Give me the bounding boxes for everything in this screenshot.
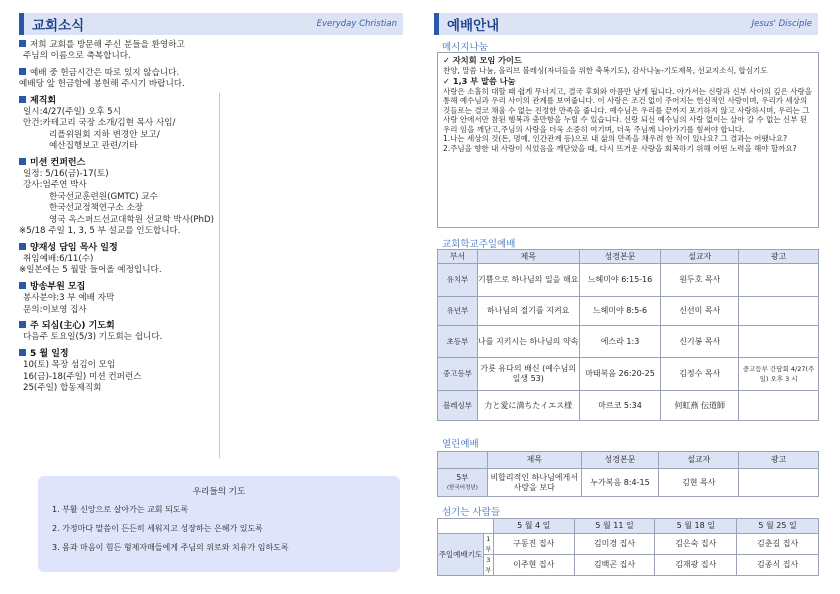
mission-line: 영국 옥스퍼드선교대학원 선교학 박사(PhD) [49, 214, 214, 225]
welcome-block [19, 40, 379, 63]
mission-block [19, 158, 379, 238]
cell-preacher: 신기봉 목사 [661, 326, 739, 358]
lordsday-block [19, 321, 379, 344]
mission-line: 한국선교훈련원(GMTC) 교수 [49, 191, 158, 202]
mission-line: 한국선교정책연구소 소장 [49, 203, 144, 214]
cell-text: 느헤미야 8:5-6 [579, 297, 661, 326]
steering-line: 일시:4/27(주일) 오후 5시 [23, 107, 121, 118]
installation-heading: 양재성 담임 목사 일정 [30, 242, 118, 253]
question-2: 2.주님을 향한 내 사랑이 식었음을 깨닫았을 때, 다시 뜨거운 사랑을 회복하기 위해 어떤 노력을 해야 할까요? [443, 143, 797, 153]
cell-title: 비합리적인 하나님에게서 사랑을 보다 [487, 469, 581, 497]
col-header: 설교자 [661, 250, 739, 264]
col-header: 성경본문 [579, 250, 661, 264]
col-header: 광고 [739, 250, 819, 264]
cell-dept: 중고등부 [438, 358, 478, 391]
cell-text: 마태복음 26:20-25 [579, 358, 661, 391]
col-header: 제목 [487, 452, 581, 469]
col-header: 부서 [438, 250, 478, 264]
cell-title: 나를 지키시는 하나님의 약속 [477, 326, 579, 358]
cell-ad [739, 297, 819, 326]
installation-line: 취임예배:6/11(수) [23, 253, 94, 264]
cell-title: 力と愛に満ちたイエス様 [477, 391, 579, 421]
guide-heading: 자치회 모임 가이드 [452, 55, 522, 65]
share-heading: 1,3 부 말씀 나눔 [452, 76, 516, 86]
bullet-icon [19, 243, 26, 250]
cell-text: 느헤미야 6:15-16 [579, 264, 661, 297]
bullet-icon [19, 349, 26, 356]
dept-sub: (한국어정년) [447, 484, 478, 491]
cell-dept [438, 469, 488, 497]
share-text: 사랑은 소홀히 대할 때 쉽게 무너지고, 결국 후회와 아픔만 남게 됩니다. 아가서는 신랑과 신부 사이의 깊은 사랑을 통해 예수님과 우리 사이의 관계를 보여줍니다. 이 사랑은 조건 없이 주어지는 헌신적인 사랑이며, 우리가 세상의 것들로는 결코 채울 수 없는 진정한 만족을 줍니다. 예수님은 우리를 끝까지 포기하지 않고 사랑하시며, 우리는 그 사랑 안에서만 참된 행복과 충만함을 누릴 수 있습니다. 신랑 되신 예수님의 사랑 없이는 살아 갈 수 없는 신부 된 우리 임을 깨닫고,주님의 사랑을 더욱 소중히 여기며, 더욱 주님께 나아가기를 힘써야 합니다. [443, 86, 812, 134]
steering-block [19, 96, 379, 153]
mission-heading: 미션 컨퍼런스 [30, 157, 86, 168]
divider [219, 93, 220, 458]
cell-name: 김재광 집사 [655, 555, 737, 576]
cell-ad [739, 326, 819, 358]
col-header-blank [438, 519, 494, 534]
cell-preacher: 何虹燕 伝道師 [661, 391, 739, 421]
cell-text: 에스라 1:3 [579, 326, 661, 358]
may-line: 10(토) 목장 섬김이 모임 [23, 360, 116, 371]
cell-text: 마르코 5:34 [579, 391, 661, 421]
col-header-date: 5 월 25 일 [737, 519, 819, 534]
broadcast-block [19, 282, 379, 316]
cell-text: 누가복음 8:4-15 [581, 469, 659, 497]
prayer-box [38, 476, 400, 572]
prayer-item: 1. 부활 신앙으로 살아가는 교회 되도록 [52, 505, 189, 514]
col-header-date: 5 월 11 일 [574, 519, 655, 534]
col-header-date: 5 월 4 일 [493, 519, 574, 534]
cell-title: 가룟 유다의 배신 (예수님의 일생 53) [477, 358, 579, 391]
church-news-title: 교회소식 [32, 18, 85, 34]
welcome-line: 주님의 이름으로 축복합니다. [23, 51, 131, 62]
school-section-title: 교회학교주일예배 [442, 239, 516, 250]
offering-block [19, 68, 379, 91]
may-line: 16(금)-18(주일) 미션 컨퍼런스 [23, 371, 142, 382]
may-line: 25(주일) 합동제직회 [23, 382, 102, 393]
servers-table [437, 518, 819, 576]
cell-title: 기쁨으로 하나님의 일을 해요 [477, 264, 579, 297]
table-row [438, 555, 819, 576]
table-row [438, 297, 819, 326]
mission-line: 강사:엄주연 박사 [23, 180, 87, 191]
open-section-title: 열린예배 [442, 439, 479, 450]
church-news-body [19, 40, 379, 399]
cell-ad [739, 391, 819, 421]
steering-line: 예산집행보고 관련/기타 [49, 141, 138, 152]
message-box [437, 52, 819, 228]
steering-line: 리플위원회 지하 변경안 보고/ [49, 129, 160, 140]
cell-name: 김은숙 집사 [655, 534, 737, 555]
cell-dept: 초등부 [438, 326, 478, 358]
cell-name: 김미경 집사 [574, 534, 655, 555]
cell-preacher: 김현 목사 [659, 469, 739, 497]
cell-part: 1부 [485, 535, 492, 553]
school-table [437, 249, 819, 421]
cell-preacher: 김정수 목사 [661, 358, 739, 391]
table-row [438, 264, 819, 297]
cell-name: 김백곤 집사 [574, 555, 655, 576]
church-news-subtitle: Everyday Christian [316, 19, 397, 29]
worship-header [434, 13, 818, 35]
servers-section-title: 섬기는 사람들 [442, 507, 501, 518]
offering-line: 예배당 앞 헌금함에 봉헌해 주시기 바랍니다. [19, 79, 185, 90]
steering-line: 안건:카테고리 국장 소개/김현 목사 사임/ [23, 118, 176, 129]
mission-note: ※5/18 주일 1, 3, 5 부 설교를 인도합니다. [19, 226, 181, 237]
prayer-item: 2. 가정마다 말씀이 든든히 세워지고 성장하는 은혜가 있도록 [52, 524, 263, 533]
broadcast-line: 봉사분야:3 부 예배 자막 [23, 293, 115, 304]
church-news-header [19, 13, 403, 35]
bullet-icon [19, 96, 26, 103]
table-row [438, 326, 819, 358]
cell-preacher: 신선미 목사 [661, 297, 739, 326]
bullet-icon [19, 282, 26, 289]
table-row [438, 391, 819, 421]
check-icon: ✓ [443, 55, 450, 65]
cell-dept: 유치부 [438, 264, 478, 297]
cell-title: 하나님의 절기를 지켜요 [477, 297, 579, 326]
broadcast-line: 문의:이보영 집사 [23, 304, 87, 315]
bullet-icon [19, 40, 26, 47]
prayer-item: 3. 몸과 마음이 힘든 형제자매들에게 주님의 위로와 치유가 임하도록 [52, 543, 289, 552]
bullet-icon [19, 321, 26, 328]
col-header [438, 452, 488, 469]
cell-name: 김종식 집사 [737, 555, 819, 576]
question-1: 1.나는 세상의 것(돈, 명예, 인간관계 등)으로 내 삶의 만족을 채우려 한 적이 있나요? 그 결과는 어땠나요? [443, 134, 788, 143]
guide-text: 찬양, 말씀 나눔, 올리브 블레싱(자녀들을 위한 축복기도), 감사나눔-기도제목, 선교지소식, 합심기도 [443, 65, 768, 75]
prayer-title: 우리들의 기도 [192, 487, 246, 497]
cell-ad: 중고등부 간담회 4/27(주일) 오후 3 시 [739, 358, 819, 391]
servers-label: 주일예배기도 [438, 534, 484, 576]
broadcast-heading: 방송부원 모집 [30, 281, 86, 292]
installation-line: ※일본에는 5 월말 들어올 예정입니다. [19, 265, 162, 276]
worship-title: 예배안내 [447, 18, 500, 34]
lordsday-heading: 주 되심(主心) 기도회 [30, 320, 115, 331]
check-icon: ✓ [443, 76, 450, 86]
cell-part: 3부 [485, 556, 492, 574]
welcome-line: 저희 교회를 방문해 주신 분들을 환영하고 [30, 40, 185, 50]
bullet-icon [19, 158, 26, 165]
mission-line: 일정: 5/16(금)-17(토) [23, 169, 109, 180]
col-header: 성경본문 [581, 452, 659, 469]
installation-block [19, 243, 379, 277]
table-row [438, 469, 819, 497]
worship-subtitle: Jesus' Disciple [751, 19, 812, 29]
message-section-title: 메시지나눔 [442, 42, 488, 53]
cell-preacher: 원두호 목사 [661, 264, 739, 297]
may-heading: 5 월 일정 [30, 348, 69, 359]
table-row [438, 534, 819, 555]
lordsday-line: 다음주 토요일(5/3) 기도회는 쉽니다. [23, 332, 163, 343]
steering-heading: 제직회 [30, 95, 57, 106]
dept-label: 5부 [456, 472, 469, 482]
may-block [19, 349, 379, 395]
bullet-icon [19, 68, 26, 75]
open-worship-table [437, 451, 819, 497]
cell-dept: 블레싱부 [438, 391, 478, 421]
cell-ad [739, 469, 819, 497]
cell-name: 구동진 집사 [493, 534, 574, 555]
col-header: 제목 [477, 250, 579, 264]
col-header-date: 5 월 18 일 [655, 519, 737, 534]
offering-line: 예배 중 헌금시간은 따로 있지 않습니다. [30, 67, 180, 78]
col-header: 설교자 [659, 452, 739, 469]
col-header: 광고 [739, 452, 819, 469]
cell-name: 이주현 집사 [493, 555, 574, 576]
cell-ad [739, 264, 819, 297]
table-row [438, 358, 819, 391]
cell-name: 김춘길 집사 [737, 534, 819, 555]
cell-dept: 유년부 [438, 297, 478, 326]
